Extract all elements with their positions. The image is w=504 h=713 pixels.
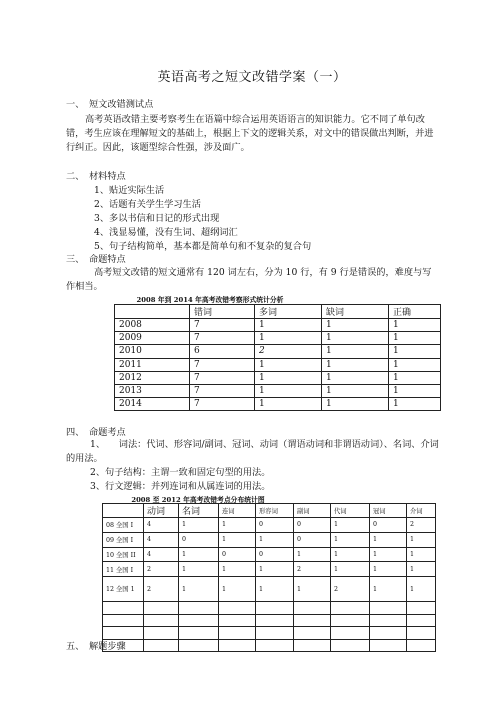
table-cell: [407, 614, 436, 627]
table-cell: 1: [322, 371, 389, 384]
table-row: [115, 371, 441, 384]
table-cell: 2010: [115, 345, 190, 358]
table-cell: 2: [407, 518, 436, 533]
table-cell: 1: [331, 532, 370, 547]
table-cell: 10 全国 II: [103, 547, 144, 562]
table-cell: 1: [322, 398, 389, 411]
table-cell: [294, 627, 331, 640]
table-row: [115, 398, 441, 411]
table-header-cell: [115, 305, 190, 319]
table-cell: 1: [179, 547, 219, 562]
section1-heading: 一、 短文改错测试点: [66, 99, 154, 110]
table-header-cell: 动词: [144, 504, 179, 518]
table-cell: 1: [331, 518, 370, 533]
table-cell: [407, 639, 436, 652]
table-cell: [331, 614, 370, 627]
table-cell: 1: [389, 398, 441, 411]
table-cell: 1: [219, 518, 256, 533]
table-cell: [144, 627, 179, 640]
table-cell: 09 全国 I: [103, 532, 144, 547]
table-cell: 1: [322, 345, 389, 358]
table-cell: 1: [389, 358, 441, 371]
table-cell: [370, 627, 407, 640]
table-cell: [370, 602, 407, 615]
table-header-cell: 缺词: [322, 305, 389, 319]
material-item: 2、话题有关学生学习生活: [94, 199, 201, 210]
table-cell: 1: [389, 332, 441, 345]
table-cell: [256, 627, 294, 640]
table-cell: [179, 639, 219, 652]
table-cell: 1: [179, 562, 219, 577]
table-cell: 2009: [115, 332, 190, 345]
table-cell: [407, 602, 436, 615]
table-cell: 0: [370, 518, 407, 533]
table-cell: 0: [294, 532, 331, 547]
table-cell: 1: [179, 577, 219, 602]
table-cell: 4: [144, 532, 179, 547]
table-row: [103, 532, 436, 547]
table-cell: 1: [255, 319, 322, 332]
section4-item2: 2、句子结构：主谓一致和固定句型的用法。: [90, 467, 271, 478]
table-cell: 2: [331, 577, 370, 602]
table-cell: 1: [370, 532, 407, 547]
table-cell: [407, 627, 436, 640]
table-cell: 1: [256, 577, 294, 602]
table-cell: 08 全国 I: [103, 518, 144, 533]
table-cell: 1: [294, 547, 331, 562]
table-header-cell: 代词: [331, 504, 370, 518]
table-cell: 1: [370, 562, 407, 577]
table-cell: 1: [407, 562, 436, 577]
table-cell: 12 全国 1: [103, 577, 144, 602]
table-row: [103, 547, 436, 562]
table-row: [103, 627, 436, 640]
table-cell: 7: [190, 332, 255, 345]
table-cell: 1: [370, 547, 407, 562]
table-row: [115, 332, 441, 345]
table-row: [115, 319, 441, 332]
table-cell: 7: [190, 371, 255, 384]
table-cell: 1: [331, 547, 370, 562]
table-cell: 1: [256, 532, 294, 547]
table-cell: 1: [389, 371, 441, 384]
table-cell: 7: [190, 358, 255, 371]
table-cell: 1: [322, 358, 389, 371]
table-cell: 1: [219, 577, 256, 602]
table-cell: 1: [255, 384, 322, 397]
table-cell: 2014: [115, 398, 190, 411]
table-cell: 7: [190, 384, 255, 397]
table-cell: [219, 639, 256, 652]
table-cell: 1: [331, 562, 370, 577]
table-cell: 2013: [115, 384, 190, 397]
table-row: [115, 358, 441, 371]
material-item: 1、贴近实际生活: [94, 185, 165, 196]
error-type-table: [114, 304, 441, 411]
table-row: [103, 562, 436, 577]
table-header-cell: 连词: [219, 504, 256, 518]
table-cell: 1: [256, 562, 294, 577]
table-cell: [219, 627, 256, 640]
table-header-cell: 形容词: [256, 504, 294, 518]
table-cell: [103, 627, 144, 640]
table-header-cell: 副词: [294, 504, 331, 518]
table-cell: [103, 602, 144, 615]
table-cell: 0: [256, 547, 294, 562]
table1-caption: 2008 年到 2014 年高考改错考察形式统计分析: [136, 296, 284, 304]
table-cell: [103, 614, 144, 627]
table-cell: [144, 639, 179, 652]
table-cell: 1: [255, 371, 322, 384]
table-cell: 7: [190, 319, 255, 332]
table-cell: 1: [255, 398, 322, 411]
table-row: [115, 345, 441, 358]
table-cell: [219, 614, 256, 627]
table-cell: 2011: [115, 358, 190, 371]
table-cell: 2: [294, 562, 331, 577]
table-cell: [256, 602, 294, 615]
table-cell: [331, 602, 370, 615]
table-cell: 7: [190, 398, 255, 411]
table-header-cell: 名词: [179, 504, 219, 518]
table-cell: [331, 627, 370, 640]
table-row: [115, 384, 441, 397]
table-cell: 4: [144, 518, 179, 533]
section4-item3: 3、行文逻辑：并列连词和从属连词的用法。: [90, 481, 271, 492]
table-cell: [294, 602, 331, 615]
table-cell: 1: [407, 532, 436, 547]
section1-paragraph: 高考英语改错主要考察考生在语篇中综合运用英语语言的知识能力。它不同了单句改错，考生应该在理解短文的基础上，根据上下文的逻辑关系，对文中的错误做出判断，并进行纠正。因此，该题型综合性强，涉及面广。: [66, 114, 434, 153]
table-row: [103, 639, 436, 652]
section5-heading: 五、 解题步骤: [66, 641, 126, 652]
table-cell: 6: [190, 345, 255, 358]
table-cell: 1: [219, 532, 256, 547]
table-cell: 1: [389, 319, 441, 332]
table-cell: [179, 602, 219, 615]
table-cell: 1: [322, 384, 389, 397]
table-row: [103, 518, 436, 533]
table-cell: [219, 602, 256, 615]
table-cell: 1: [255, 358, 322, 371]
section3-paragraph: 高考短文改错的短文通常有 120 词左右，分为 10 行，有 9 行是错误的，难度与写作相当。: [66, 267, 432, 292]
table-cell: 2012: [115, 371, 190, 384]
section2-heading: 二、 材料特点: [66, 171, 126, 182]
table-cell: 1: [370, 577, 407, 602]
table-header-cell: 错词: [190, 305, 255, 319]
table-cell: 1: [294, 577, 331, 602]
table-header-cell: 冠词: [370, 504, 407, 518]
table2-caption: 2008 至 2012 年高考改错考点分布统计图: [131, 496, 265, 504]
material-item: 4、浅显易懂，没有生词、超纲词汇: [94, 227, 238, 238]
table-header-row: [103, 504, 436, 518]
table-cell: 2: [144, 577, 179, 602]
table-cell: [179, 614, 219, 627]
table-cell: [179, 627, 219, 640]
table-cell: [144, 614, 179, 627]
table-cell: 4: [144, 547, 179, 562]
table-header-row: [115, 305, 441, 319]
table-cell: 2008: [115, 319, 190, 332]
table-cell: 11 全国 I: [103, 562, 144, 577]
section4-heading: 四、 命题考点: [66, 427, 126, 438]
material-item: 5、句子结构简单，基本都是简单句和不复杂的复合句: [94, 241, 312, 252]
section4-item1: 1、 词法：代词、形容词/副词、冠词、动词（谓语动词和非谓语动词）、名词、介词的用法。: [66, 439, 439, 464]
table-cell: 1: [407, 547, 436, 562]
table-row: [103, 614, 436, 627]
table-cell: 1: [255, 332, 322, 345]
table-cell: 1: [179, 518, 219, 533]
table-cell: [144, 602, 179, 615]
table-header-cell: [103, 504, 144, 518]
table-cell: [256, 614, 294, 627]
table-cell: 0: [179, 532, 219, 547]
table-cell: 0: [219, 547, 256, 562]
table-row: [103, 602, 436, 615]
table-header-cell: 介词: [407, 504, 436, 518]
table-row: [103, 577, 436, 602]
error-point-table: [102, 503, 436, 652]
document-title: 英语高考之短文改错学案（一）: [157, 70, 347, 85]
material-item: 3、多以书信和日记的形式出现: [94, 213, 220, 224]
section3-heading: 三、 命题特点: [66, 254, 126, 265]
table-cell: [256, 639, 294, 652]
table-cell: 2: [255, 345, 322, 358]
table-cell: 1: [322, 332, 389, 345]
table-cell: [294, 639, 331, 652]
table-cell: 0: [256, 518, 294, 533]
table-cell: 1: [219, 562, 256, 577]
table-cell: 1: [322, 319, 389, 332]
table-cell: 2: [144, 562, 179, 577]
table-cell: [331, 639, 370, 652]
table-header-cell: 多词: [255, 305, 322, 319]
table-cell: 1: [407, 577, 436, 602]
table-cell: 0: [294, 518, 331, 533]
table-cell: [294, 614, 331, 627]
table-cell: [370, 614, 407, 627]
table-cell: 1: [389, 345, 441, 358]
table-cell: [370, 639, 407, 652]
table-header-cell: 正确: [389, 305, 441, 319]
table-cell: 1: [389, 384, 441, 397]
